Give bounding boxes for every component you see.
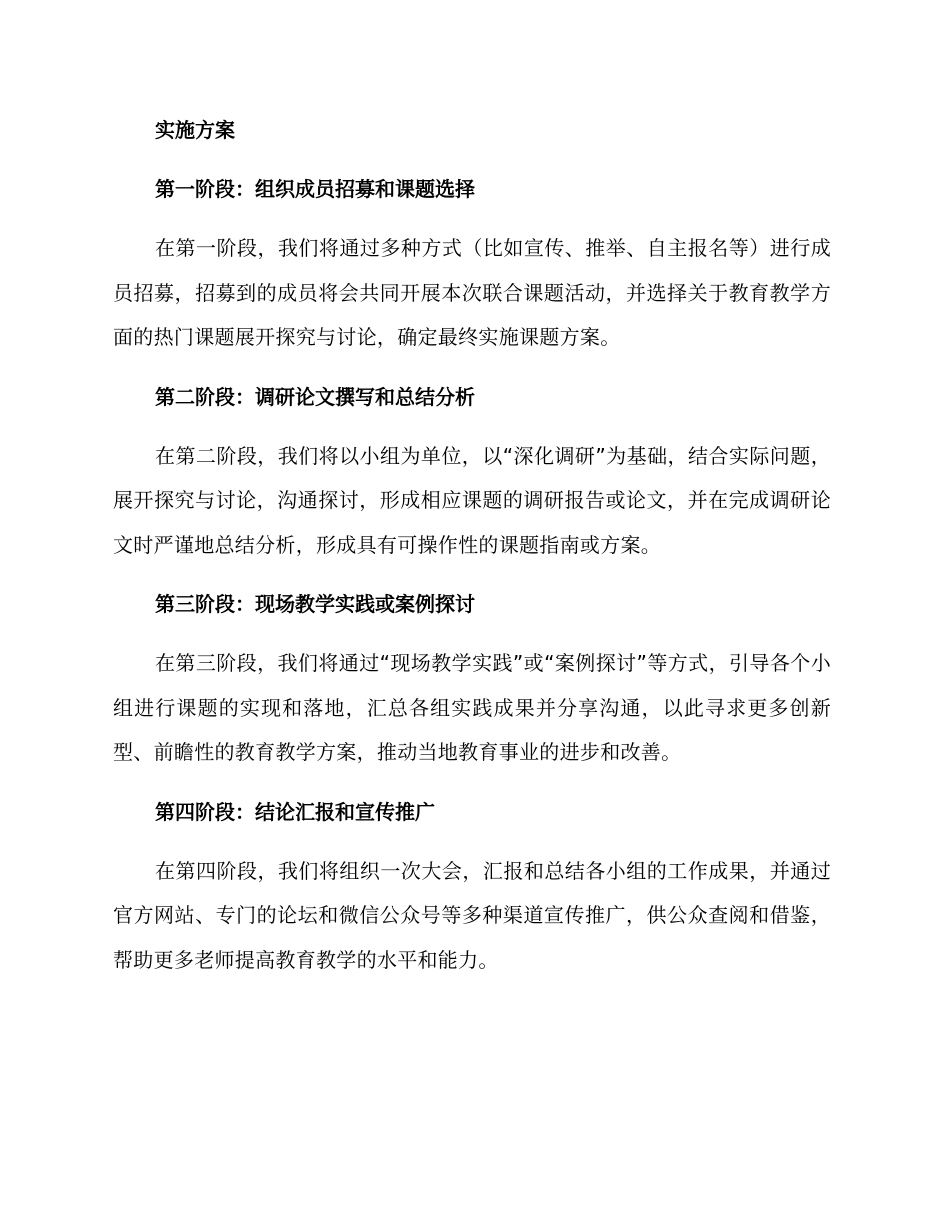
document-content [113,108,831,997]
section-4-body: 在第四阶段，我们将组织一次大会，汇报和总结各小组的工作成果，并通过官方网站、专门的论坛和微信公众号等多种渠道宣传推广，供公众查阅和借鉴，帮助更多老师提高教育教学的水平和能力。 [113,858,831,972]
section-2-heading: 第二阶段：调研论文撰写和总结分析 [155,384,475,409]
section-2-body: 在第二阶段，我们将以小组为单位，以“深化调研”为基础，结合实际问题，展开探究与讨论，沟通探讨，形成相应课题的调研报告或论文，并在完成调研论文时严谨地总结分析，形成具有可操作性的课题指南或方案。 [113,443,831,557]
section-3-heading: 第三阶段：现场教学实践或案例探讨 [155,592,475,616]
section-4-heading: 第四阶段：结论汇报和宣传推广 [155,799,435,824]
document-title: 实施方案 [155,118,235,142]
section-3-body: 在第三阶段，我们将通过“现场教学实践”或“案例探讨”等方式，引导各个小组进行课题的实现和落地，汇总各组实践成果并分享沟通，以此寻求更多创新型、前瞻性的教育教学方案，推动当地教育事业的进步和改善。 [113,651,831,764]
section-1-body: 在第一阶段，我们将通过多种方式（比如宣传、推举、自主报名等）进行成员招募，招募到的成员将会共同开展本次联合课题活动，并选择关于教育教学方面的热门课题展开探究与讨论，确定最终实施课题方案。 [113,236,831,349]
section-1-heading: 第一阶段：组织成员招募和课题选择 [155,177,475,201]
